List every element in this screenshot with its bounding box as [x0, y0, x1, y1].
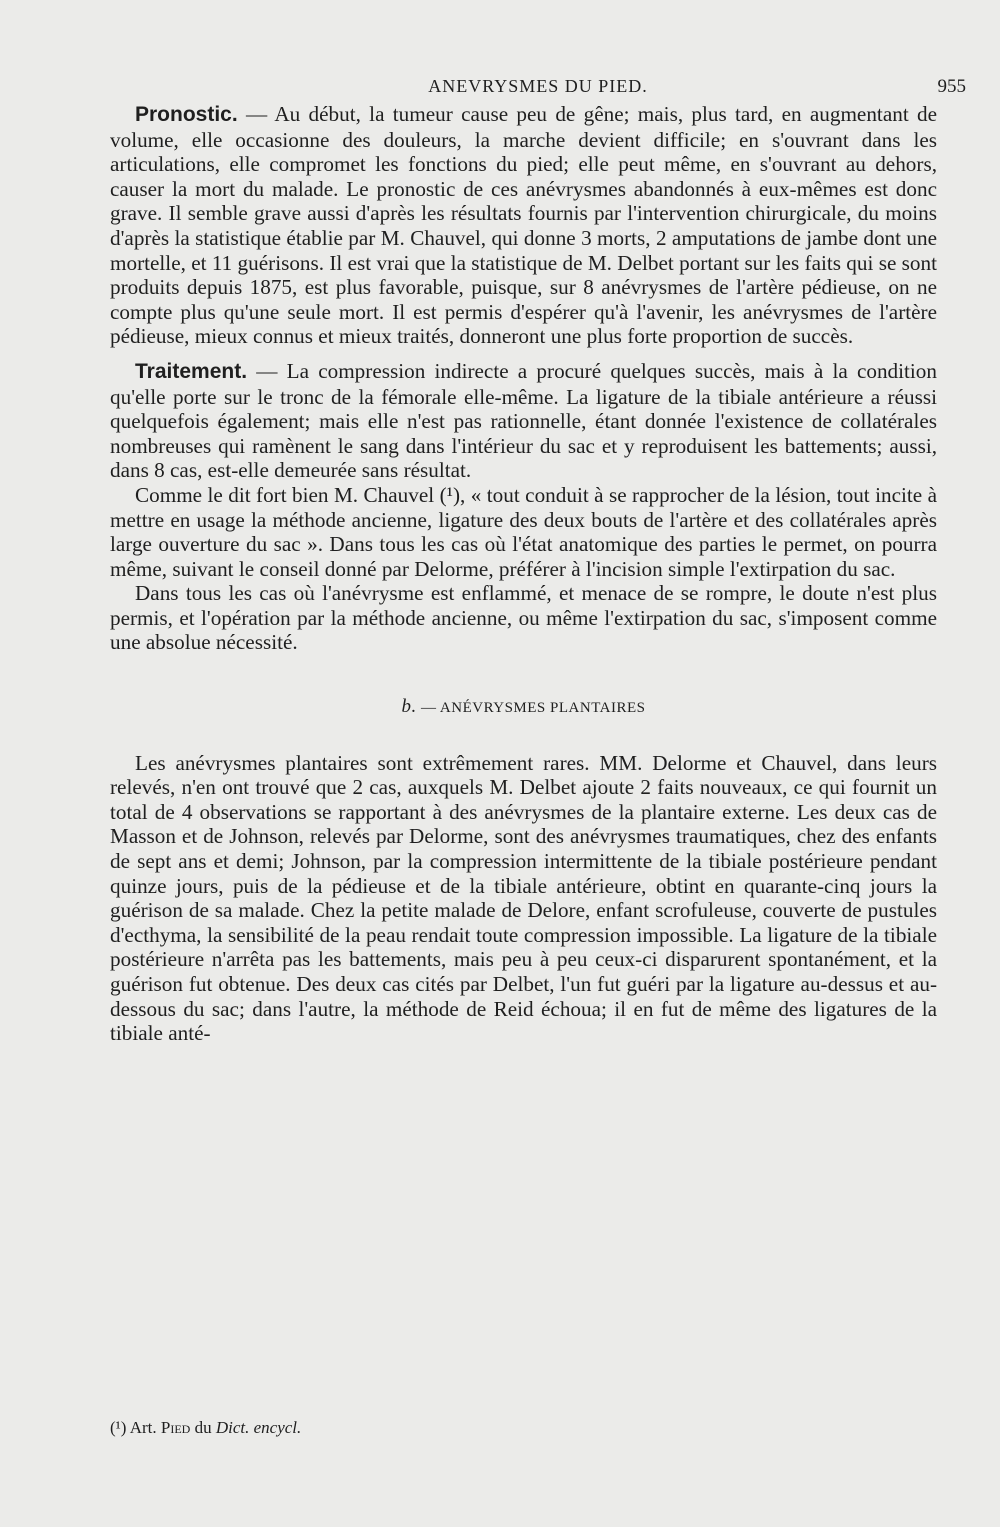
chauvel-text-after: , « tout conduit à se rapprocher de la lésion, tout incite à mettre en usage la méthode ancienne, ligature des deux bouts de l'artère et des collatérales après large ouverture du sac ». Dans tous les cas où l'état anatomique des parties le permet, on pourra même, suivant le conseil donné par Delorme, préférer à l'incision simple l'extirpation du sac. [110, 482, 937, 581]
running-title: ANEVRYSMES DU PIED. [428, 76, 648, 96]
subheading-title: — ANÉVRYSMES PLANTAIRES [421, 700, 646, 717]
page-number: 955 [937, 76, 966, 97]
traitement-heading: Traitement. [135, 359, 248, 383]
footnote-marker: (¹) [110, 1418, 127, 1437]
footnote-du: du [194, 1418, 212, 1437]
pronostic-heading: Pronostic. [135, 103, 238, 126]
pronostic-paragraph [110, 102, 937, 349]
footnote-art: Art. [129, 1418, 157, 1437]
subheading-letter: b. [401, 696, 417, 718]
traitement-text: — La compression indirecte a procuré quelques succès, mais à la condition qu'elle porte sur le tronc de la fémorale elle-même. La ligature de la tibiale antérieure a réussi quelquefois également; mais elle n'est pas rationnelle, étant donnée l'existence de collatérales nombreuses qui ramènent le sang dans l'intérieur du sac et y reproduisent les battements; aussi, dans 8 cas, est-elle demeurée sans résultat. [110, 358, 937, 483]
section-subheading [110, 695, 937, 721]
chauvel-paragraph [110, 483, 937, 581]
page-body [110, 102, 937, 1046]
plantaires-paragraph: Les anévrysmes plantaires sont extrêmement rares. MM. Delorme et Chauvel, dans leurs relevés, n'en ont trouvé que 2 cas, auxquels M. Delbet ajoute 2 faits nouveaux, ce qui fournit un total de 4 observations se rapportant à des anévrysmes de la plantaire externe. Les deux cas de Masson et de Johnson, relevés par Delorme, sont des anévrysmes traumatiques, chez des enfants de sept ans et demi; Johnson, par la compression intermittente de la tibiale postérieure pendant quinze jours, puis de la pédieuse et de la tibiale antérieure, obtint en quarante-cinq jours la guérison de sa malade. Chez la petite malade de Delore, enfant scrofuleuse, couverte de pustules d'ecthyma, la sensibilité de la peau rendait toute compression impossible. La ligature de la tibiale postérieure n'arrêta pas les battements, mais peu à peu ceux-ci disparurent spontanément, et la guérison fut obtenue. Des deux cas cités par Delbet, l'un fut guéri par la ligature au-dessus et au-dessous du sac; dans l'autre, la méthode de Reid échoua; il en fut de même des ligatures de la tibiale anté- [110, 750, 937, 1046]
footnote-reference: (¹) [439, 482, 461, 507]
footnote-source: Dict. encycl. [215, 1418, 302, 1437]
traitement-paragraph [110, 359, 937, 483]
pronostic-text: — Au début, la tumeur cause peu de gêne; mais, plus tard, en augmentant de volume, elle occasionne des douleurs, la marche devient difficile; en s'ouvrant dans les articulations, elle compromet les fonctions du pied; elle peut même, en s'ouvrant au dehors, causer la mort du malade. Le pronostic de ces anévrysmes abandonnés à eux-mêmes est donc grave. Il semble grave aussi d'après les résultats fournis par l'intervention chirurgicale, du moins d'après la statistique établie par M. Chauvel, qui donne 3 morts, 2 amputations de jambe dont une mortelle, et 11 guérisons. Il est vrai que la statistique de M. Delbet portant sur les faits qui se sont produits depuis 1875, est plus favorable, puisque, sur 8 anévrysmes de l'artère pédieuse, on ne compte plus qu'une seule mort. Il est permis d'espérer qu'à l'avenir, les anévrysmes de l'artère pédieuse, mieux connus et mieux traités, donneront une plus forte proportion de succès. [110, 102, 937, 349]
chauvel-text-before: Comme le dit fort bien M. Chauvel [135, 482, 440, 507]
footnote [110, 1418, 301, 1438]
dans-tous-paragraph: Dans tous les cas où l'anévrysme est enflammé, et menace de se rompre, le doute n'est plus permis, et l'opération par la méthode ancienne, ou même l'extirpation du sac, s'imposent comme une absolue nécessité. [110, 581, 937, 655]
page-header [110, 74, 966, 104]
footnote-pied: Pied [160, 1418, 191, 1437]
